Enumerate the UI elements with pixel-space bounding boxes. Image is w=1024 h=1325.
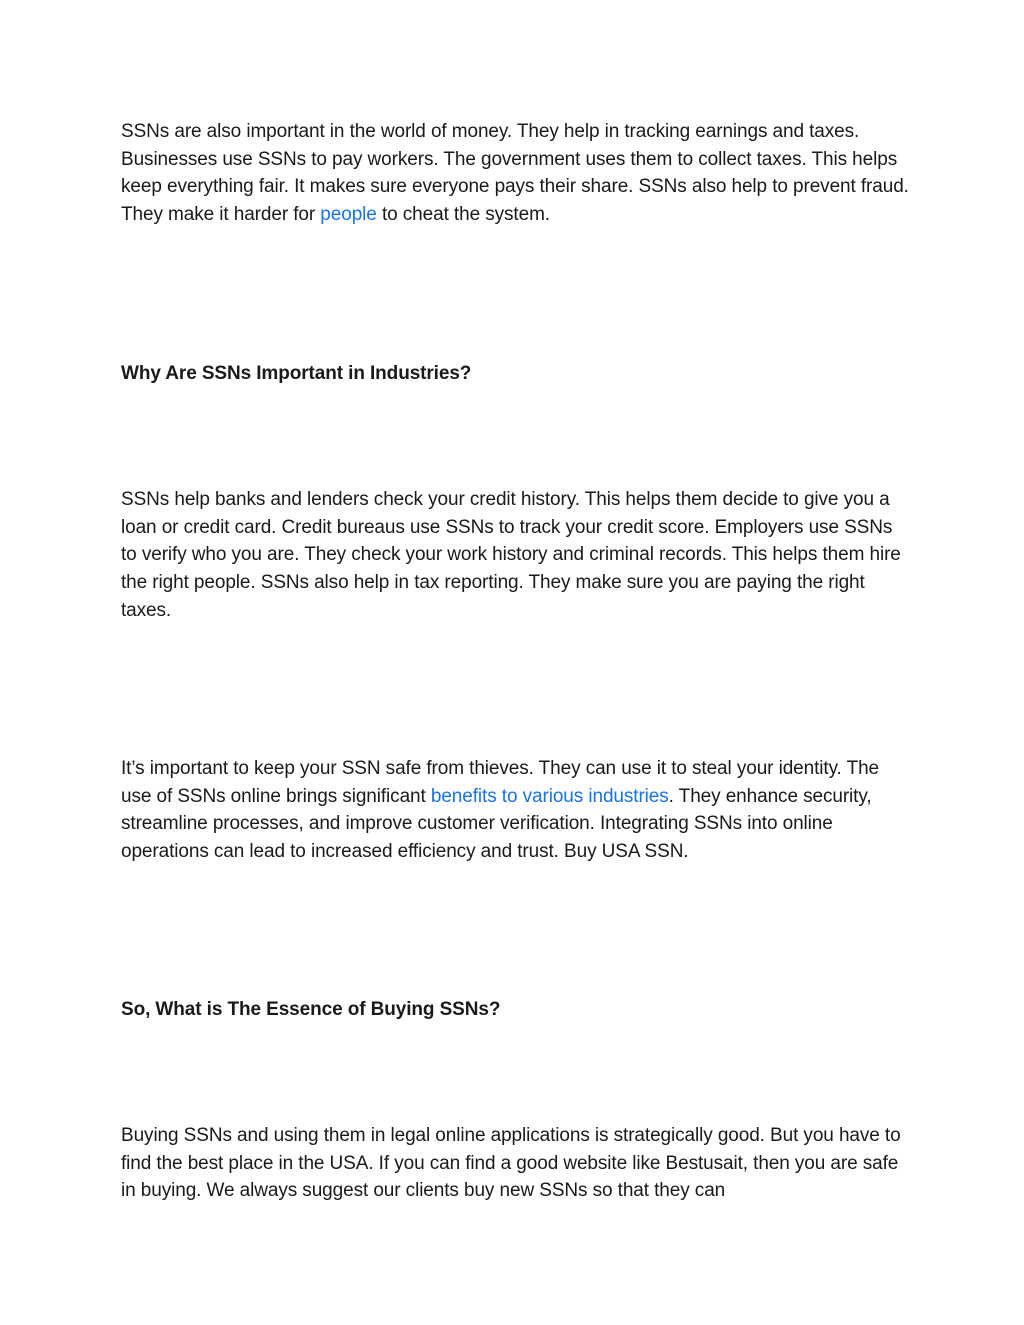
heading-essence: So, What is The Essence of Buying SSNs? [121, 999, 501, 1020]
paragraph-safety [121, 755, 911, 866]
paragraph-money-text-end: to cheat the system. [376, 204, 550, 226]
paragraph-safety-text: It’s important to keep your SSN safe from thieves. They can use it to steal your identity. The use of SSNs online brings significant [121, 758, 880, 807]
paragraph-credit: SSNs help banks and lenders check your credit history. This helps them decide to give you a loan or credit card. Credit bureaus use SSNs to track your credit score. Employers use SSNs to verify who you are. They check your work history and criminal records. This helps them hire the right people. SSNs also help in tax reporting. They make sure you are paying the right taxes. [121, 489, 901, 621]
paragraph-buying: Buying SSNs and using them in legal online applications is strategically good. But you have to find the best place in the USA. If you can find a good website like Bestusait, then you are safe in buying. We always suggest our clients buy new SSNs so that they can [121, 1125, 901, 1202]
paragraph-money [121, 118, 911, 229]
benefits-link[interactable]: benefits to various industries [430, 785, 669, 807]
paragraph-money-text: SSNs are also important in the world of money. They help in tracking earnings and taxes. Businesses use SSNs to pay workers. The government uses them to collect taxes. This helps keep everything fair. It makes sure everyone pays their share. SSNs also help to prevent fraud. They make it harder for [121, 121, 909, 226]
paragraph-safety-text-end: . They enhance security, streamline processes, and improve customer verification. Integrating SSNs into online operations can lead to increased efficiency and trust. Buy USA SSN. [121, 785, 872, 863]
heading-industries: Why Are SSNs Important in Industries? [121, 363, 472, 384]
people-link[interactable]: people [320, 204, 377, 226]
